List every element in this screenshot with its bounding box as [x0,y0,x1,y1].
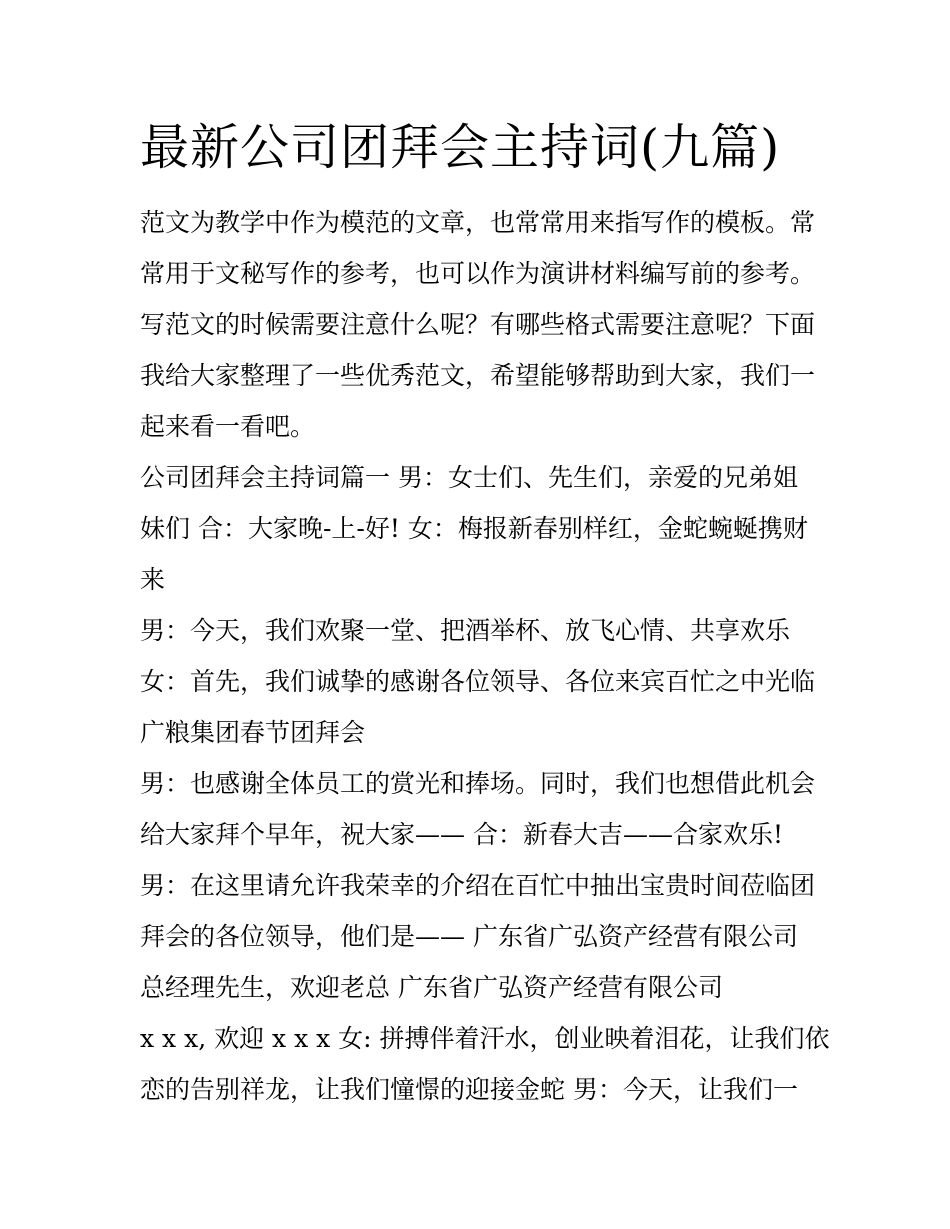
body-line-3: 写范文的时候需要注意什么呢？有哪些格式需要注意呢？下面 [140,310,816,339]
body-line-7: 妹们 合：大家晚-上-好! 女：梅报新春别样红，金蛇蜿蜒携财 [140,514,808,543]
body-line-15: 拜会的各位领导，他们是—— 广东省广弘资产经营有限公司 [140,922,798,951]
body-line-14: 男：在这里请允许我荣幸的介绍在百忙中抽出宝贵时间莅临团 [140,871,816,900]
document-body [140,197,830,1115]
body-line-9: 男：今天，我们欢聚一堂、把酒举杯、放飞心情、共享欢乐 [140,616,791,645]
body-line-4: 我给大家整理了一些优秀范文，希望能够帮助到大家，我们一 [140,361,816,390]
body-line-12: 男：也感谢全体员工的赏光和捧场。同时，我们也想借此机会 [140,769,816,798]
body-line-8: 来 [140,565,166,594]
body-line-2: 常用于文秘写作的参考，也可以作为演讲材料编写前的参考。 [140,259,816,288]
page-title: 最新公司团拜会主持词(九篇) [140,119,781,176]
body-line-5: 起来看一看吧。 [140,412,316,441]
body-line-17: x x x, 欢迎 x x x 女: 拼搏伴着汗水，创业映着泪花，让我们依 [140,1024,830,1053]
body-line-16: 总经理先生，欢迎老总 广东省广弘资产经营有限公司 [140,973,723,1002]
body-line-10: 女：首先，我们诚挚的感谢各位领导、各位来宾百忙之中光临 [140,667,816,696]
body-line-11: 广粮集团春节团拜会 [140,718,366,747]
body-line-18: 恋的告别祥龙，让我们憧憬的迎接金蛇 男：今天，让我们一 [140,1075,798,1104]
body-line-1: 范文为教学中作为模范的文章，也常常用来指写作的模板。常 [140,208,816,237]
body-line-13: 给大家拜个早年，祝大家—— 合：新春大吉——合家欢乐! [140,820,783,849]
body-line-6: 公司团拜会主持词篇一 男：女士们、先生们，亲爱的兄弟姐 [140,463,798,492]
